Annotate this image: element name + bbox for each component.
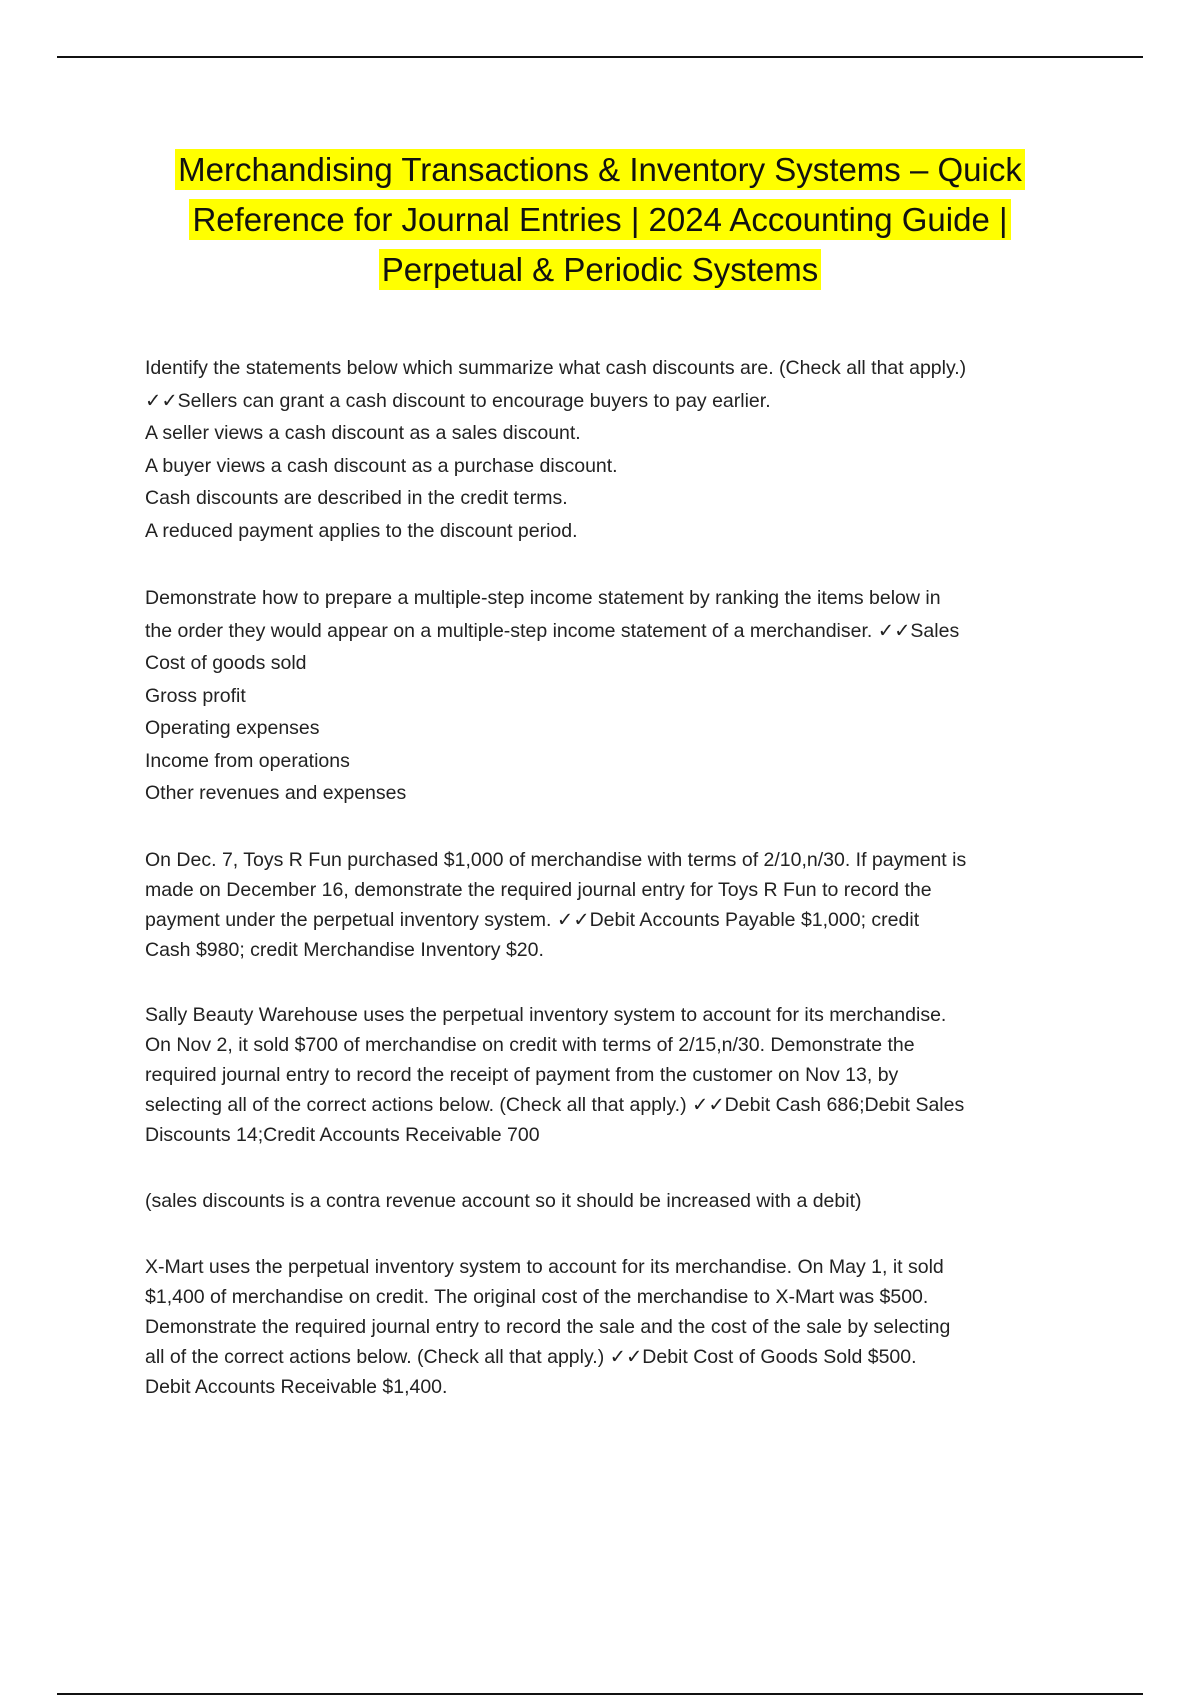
title-line: Perpetual & Periodic Systems <box>379 249 822 290</box>
answer-line: Debit Accounts Receivable $1,400. <box>145 1376 448 1398</box>
page-title <box>120 145 1080 295</box>
question-line: required journal entry to record the receipt of payment from the customer on Nov 13, by <box>145 1063 899 1086</box>
title-line: Merchandising Transactions & Inventory Systems – Quick <box>175 149 1025 190</box>
answer-line: Cost of goods sold <box>145 652 307 674</box>
question-line: X-Mart uses the perpetual inventory system to account for its merchandise. On May 1, it sold <box>145 1256 944 1278</box>
question-x-mart <box>145 1252 1090 1402</box>
question-line: the order they would appear on a multiple-step income statement of a merchandiser. ✓✓Sales <box>145 619 960 642</box>
question-line: made on December 16, demonstrate the required journal entry for Toys R Fun to record the <box>145 878 932 901</box>
title-line: Reference for Journal Entries | 2024 Accounting Guide | <box>189 199 1010 240</box>
answer-line: Discounts 14;Credit Accounts Receivable 700 <box>145 1123 540 1146</box>
question-cash-discounts <box>145 352 1090 547</box>
question-line: payment under the perpetual inventory system. ✓✓Debit Accounts Payable $1,000; credit <box>145 908 920 931</box>
question-line: Identify the statements below which summarize what cash discounts are. (Check all that apply.) <box>145 357 967 379</box>
answer-line: Income from operations <box>145 749 350 772</box>
question-line: selecting all of the correct actions below. (Check all that apply.) ✓✓Debit Cash 686;Debit Sales <box>145 1093 965 1116</box>
document-body <box>145 352 1090 1437</box>
answer-line: A reduced payment applies to the discount period. <box>145 519 578 542</box>
question-line: all of the correct actions below. (Check all that apply.) ✓✓Debit Cost of Goods Sold $500. <box>145 1346 917 1368</box>
answer-line: Cash $980; credit Merchandise Inventory $20. <box>145 938 544 961</box>
note-sales-discounts <box>145 1185 1090 1218</box>
question-income-statement <box>145 582 1090 810</box>
answer-line: Other revenues and expenses <box>145 782 407 804</box>
question-line: On Nov 2, it sold $700 of merchandise on credit with terms of 2/15,n/30. Demonstrate the <box>145 1033 915 1056</box>
bottom-rule <box>57 1693 1143 1695</box>
answer-line: A buyer views a cash discount as a purchase discount. <box>145 454 618 477</box>
question-line: Demonstrate the required journal entry to record the sale and the cost of the sale by selecting <box>145 1316 951 1338</box>
question-line: $1,400 of merchandise on credit. The original cost of the merchandise to X-Mart was $500. <box>145 1286 929 1308</box>
top-rule <box>57 56 1143 58</box>
question-line: Sally Beauty Warehouse uses the perpetual inventory system to account for its merchandise. <box>145 1003 947 1026</box>
answer-line: Gross profit <box>145 684 246 707</box>
answer-line: Operating expenses <box>145 717 320 739</box>
answer-line: A seller views a cash discount as a sales discount. <box>145 422 581 444</box>
question-sally-beauty <box>145 1000 1090 1150</box>
answer-line: ✓✓Sellers can grant a cash discount to encourage buyers to pay earlier. <box>145 389 771 412</box>
note-line: (sales discounts is a contra revenue account so it should be increased with a debit) <box>145 1189 862 1212</box>
question-line: On Dec. 7, Toys R Fun purchased $1,000 of merchandise with terms of 2/10,n/30. If payment is <box>145 848 967 871</box>
question-line: Demonstrate how to prepare a multiple-step income statement by ranking the items below in <box>145 587 941 609</box>
question-toys-r-fun <box>145 845 1090 965</box>
answer-line: Cash discounts are described in the credit terms. <box>145 487 568 509</box>
